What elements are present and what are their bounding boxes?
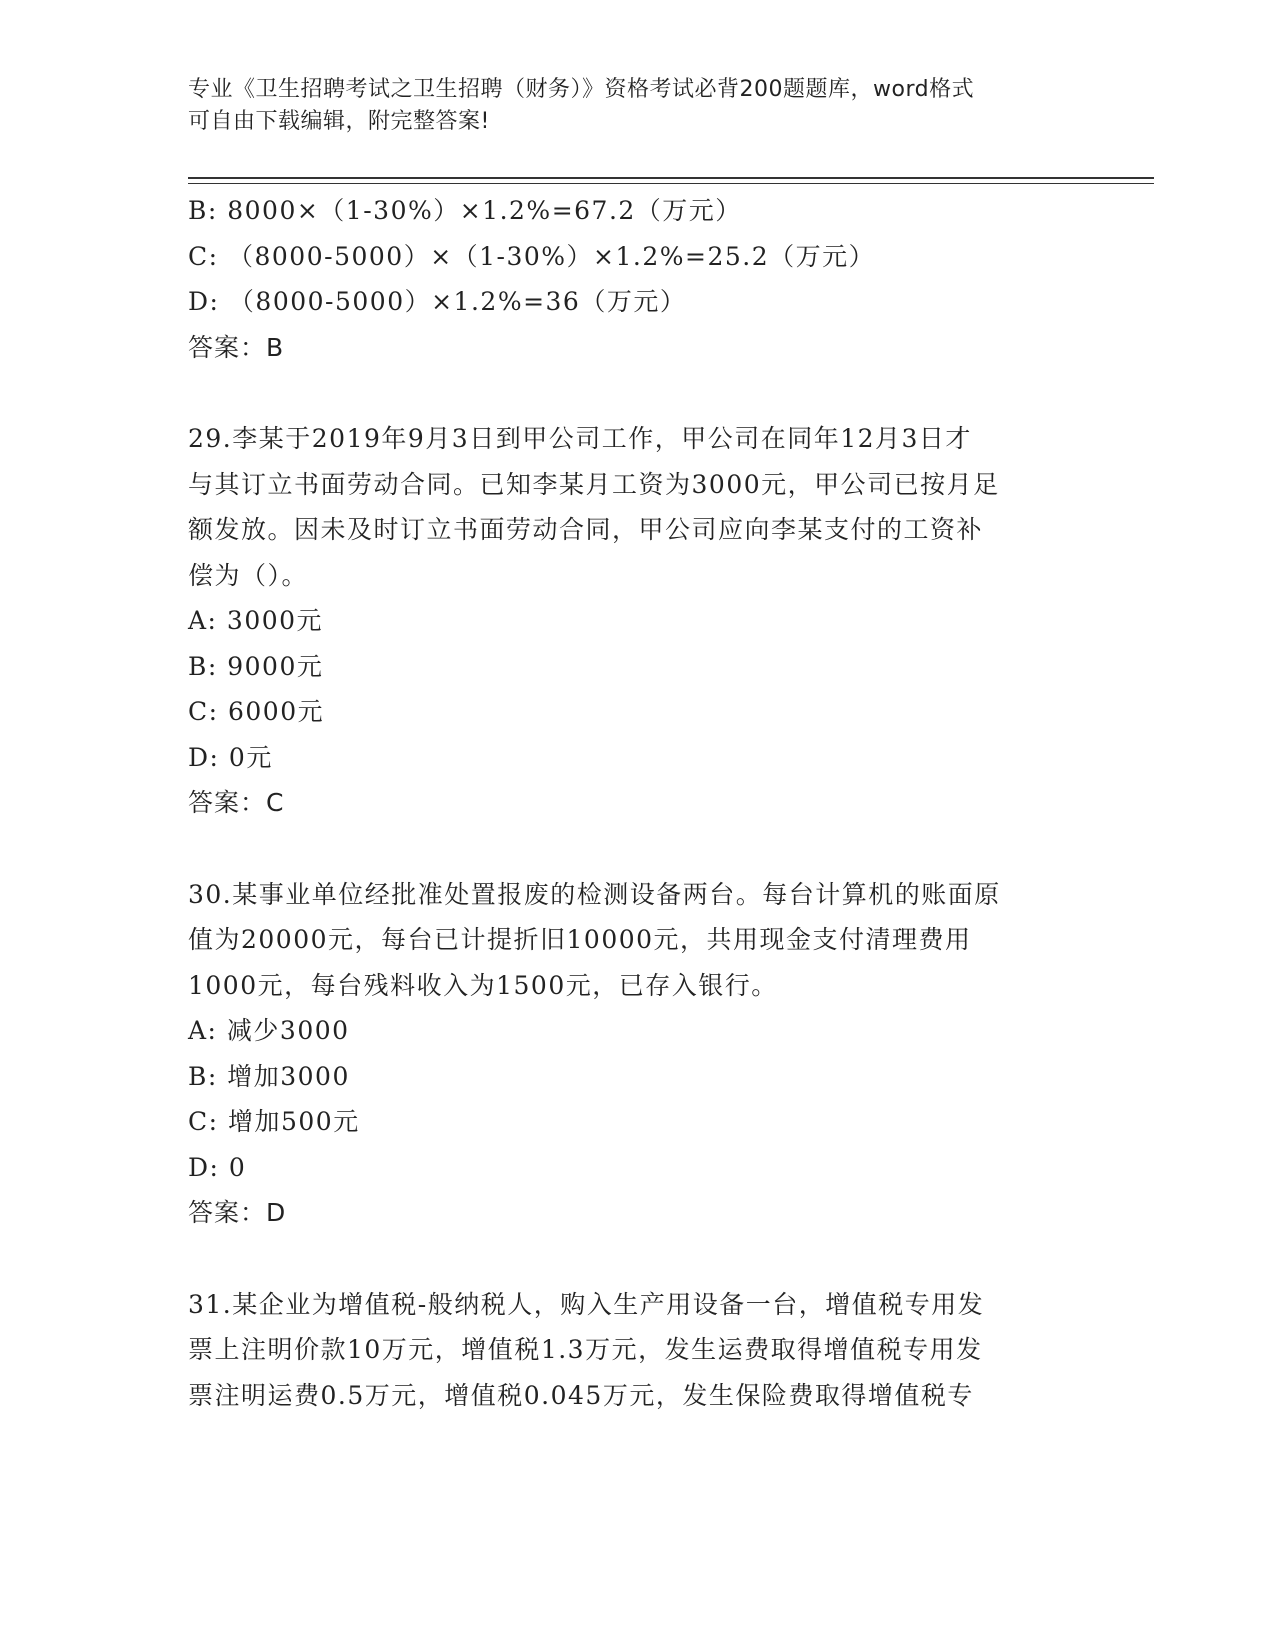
question-text-line: 与其订立书面劳动合同。已知李某月工资为3000元，甲公司已按月足 bbox=[188, 469, 1000, 499]
question-text-line: 值为20000元，每台已计提折旧10000元，共用现金支付清理费用 bbox=[188, 925, 972, 954]
header-divider-thick bbox=[188, 177, 1154, 179]
question-text-line: 偿为（）。 bbox=[188, 560, 309, 590]
question-text-line: 30.某事业单位经批准处置报废的检测设备两台。每台计算机的账面原 bbox=[188, 879, 1001, 909]
question-29-block bbox=[188, 416, 1088, 826]
header-title-line-1: 专业《卫生招聘考试之卫生招聘（财务）》资格考试必背200题题库，word格式 bbox=[188, 77, 975, 102]
option-a: A: 减少3000 bbox=[188, 1016, 350, 1045]
option-b: B: 9000元 bbox=[188, 651, 324, 681]
option-a: A: 3000元 bbox=[188, 606, 324, 635]
option-b: B: 增加3000 bbox=[188, 1061, 350, 1091]
option-d: D: （8000-5000）×1.2%=36（万元） bbox=[188, 287, 687, 316]
answer-line: 答案：C bbox=[188, 788, 285, 817]
document-header bbox=[188, 74, 1068, 138]
option-c: C: 6000元 bbox=[188, 697, 325, 726]
question-text-line: 额发放。因未及时订立书面劳动合同，甲公司应向李某支付的工资补 bbox=[188, 515, 984, 544]
question-text-line: 票上注明价款10万元，增值税1.3万元，发生运费取得增值税专用发 bbox=[188, 1335, 983, 1364]
question-31-block bbox=[188, 1282, 1088, 1419]
option-b: B: 8000×（1-30%）×1.2%=67.2（万元） bbox=[188, 196, 742, 225]
answer-line: 答案：B bbox=[188, 332, 285, 362]
question-28-block bbox=[188, 188, 1088, 370]
question-30-block bbox=[188, 872, 1088, 1236]
option-d: D: 0 bbox=[188, 1152, 247, 1182]
question-text-line: 29.李某于2019年9月3日到甲公司工作，甲公司在同年12月3日才 bbox=[188, 424, 972, 453]
question-text-line: 31.某企业为增值税-般纳税人，购入生产用设备一台，增值税专用发 bbox=[188, 1289, 985, 1319]
option-c: C: 增加500元 bbox=[188, 1107, 360, 1136]
question-text-line: 票注明运费0.5万元，增值税0.045万元，发生保险费取得增值税专 bbox=[188, 1380, 974, 1410]
header-title-line-2: 可自由下载编辑，附完整答案! bbox=[188, 109, 490, 134]
question-text-line: 1000元，每台残料收入为1500元，已存入银行。 bbox=[188, 970, 778, 1000]
option-c: C: （8000-5000）×（1-30%）×1.2%=25.2（万元） bbox=[188, 241, 876, 271]
option-d: D: 0元 bbox=[188, 742, 273, 772]
header-divider-thin bbox=[188, 183, 1154, 184]
answer-line: 答案：D bbox=[188, 1198, 287, 1227]
document-body bbox=[188, 188, 1088, 1418]
